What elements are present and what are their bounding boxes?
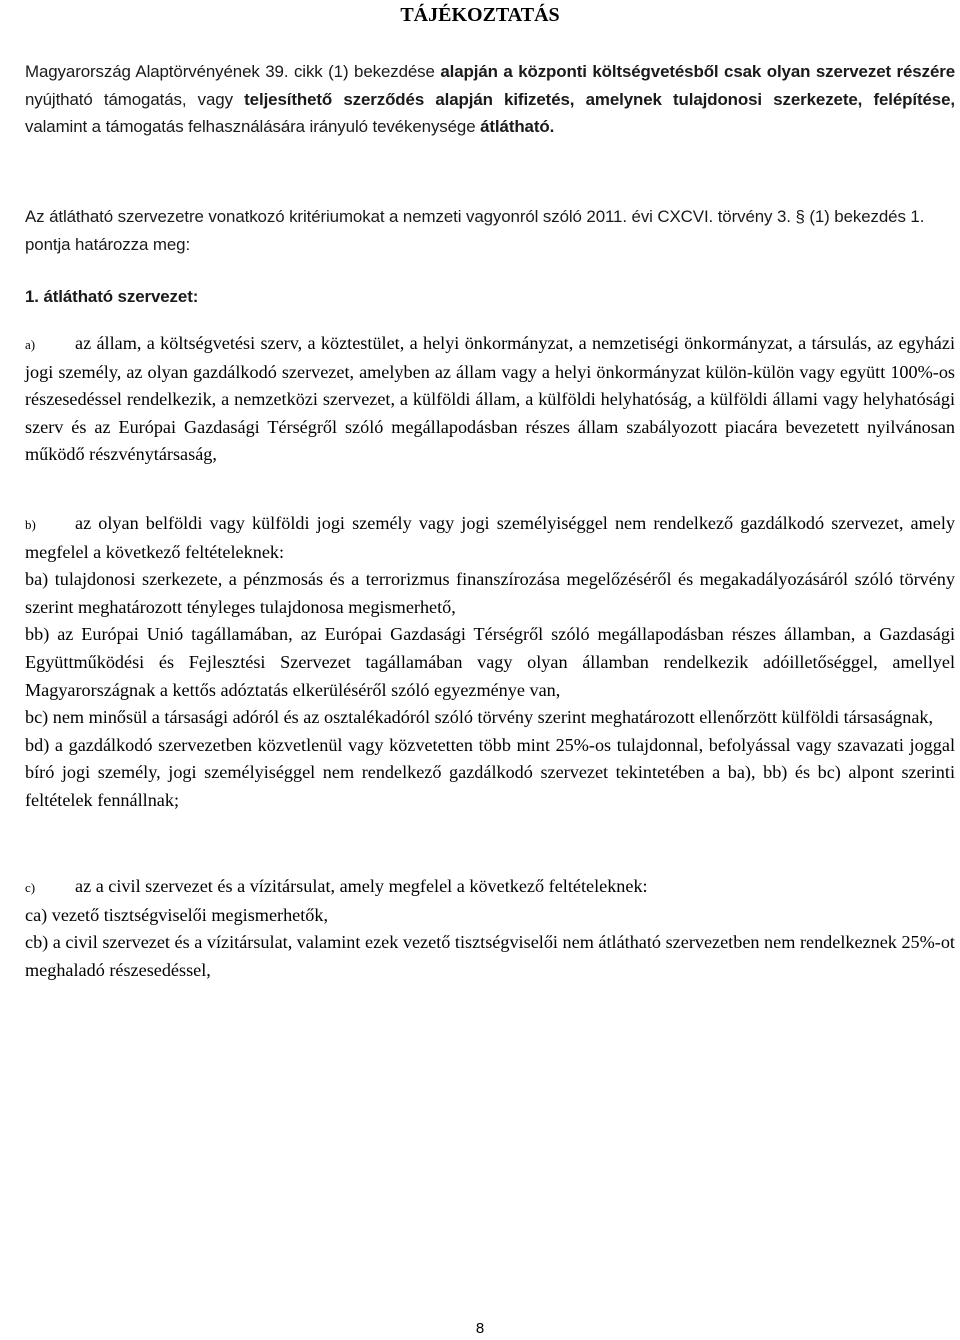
point-b-label: b) bbox=[25, 517, 36, 532]
point-cb: cb) a civil szervezet és a vízitársulat, valamint ezek vezető tisztségviselői nem átlátható szervezetben nem rendelkeznek 25%-ot meghaladó részesedéssel, bbox=[25, 932, 955, 980]
reference-paragraph: Az átlátható szervezetre vonatkozó kritériumokat a nemzeti vagyonról szóló 2011. évi CXCVI. törvény 3. § (1) bekezdés 1. pontja határozza meg: bbox=[25, 207, 925, 254]
intro-paragraph bbox=[25, 58, 955, 141]
point-bd: bd) a gazdálkodó szervezetben közvetlenül vagy közvetetten több mint 25%-os tulajdonnal, befolyással vagy szavazati joggal bíró jogi személy, jogi személyiséggel nem rendelkező gazdálkodó szervezet tekintetében a ba), bb) és bc) alpont szerinti feltételek fennállnak; bbox=[25, 734, 955, 810]
point-a-label: a) bbox=[25, 337, 36, 352]
point-bb: bb) az Európai Unió tagállamában, az Európai Gazdasági Térségről szóló megállapodásban részes államban, a Gazdasági Együttműködési és Fejlesztési Szervezet tagállamában vagy olyan államban rendelkezik adóilletőséggel, amellyel Magyarországnak a kettős adóztatás elkerüléséről szóló egyezménye van, bbox=[25, 624, 955, 700]
intro-bold-1: alapján a központi költségvetésből csak olyan szervezet részére bbox=[440, 62, 956, 81]
point-bc: bc) nem minősül a társasági adóról és az osztalékadóról szóló törvény szerint meghatározott ellenőrzött külföldi társaságnak, bbox=[25, 707, 934, 728]
point-b-text: az olyan belföldi vagy külföldi jogi személy vagy jogi személyiséggel nem rendelkező gazdálkodó szervezet, amely megfelel a következő feltételeknek: bbox=[25, 513, 955, 562]
point-c-intro bbox=[25, 873, 955, 902]
definition-heading bbox=[25, 283, 955, 311]
point-c-text: az a civil szervezet és a vízitársulat, amely megfelel a következő feltételeknek: bbox=[75, 876, 648, 896]
page-number: 8 bbox=[475, 1320, 485, 1337]
point-c-label: c) bbox=[25, 880, 36, 895]
point-ca: ca) vezető tisztségviselői megismerhetők, bbox=[25, 904, 329, 925]
intro-text-1: Magyarország Alaptörvényének 39. cikk (1) bekezdése bbox=[25, 62, 435, 81]
point-b-intro bbox=[25, 510, 955, 566]
point-c bbox=[25, 873, 955, 984]
intro-text-3: valamint a támogatás felhasználására irányuló tevékenysége bbox=[25, 117, 476, 137]
point-b bbox=[25, 510, 955, 815]
point-ba: ba) tulajdonosi szerkezete, a pénzmosás és a terrorizmus finanszírozása megelőzéséről és megakadályozásáról szóló törvény szerint meghatározott tényleges tulajdonosa megismerhető, bbox=[25, 569, 955, 617]
point-a bbox=[25, 330, 955, 469]
point-a-text: az állam, a költségvetési szerv, a köztestület, a helyi önkormányzat, a nemzetiségi önkormányzat, a társulás, az egyházi jogi személy, az olyan gazdálkodó szervezet, amelyben az állam vagy a helyi önkormányzat külön-külön vagy együtt 100%-os részesedéssel rendelkezik, a nemzetközi szervezet, a külföldi állam, a külföldi helyhatóság, a külföldi állami vagy helyhatósági szerv és az Európai Gazdasági Térségről szóló megállapodásban részes állam szabályozott piacára bevezetett nyilvánosan működő részvénytársaság, bbox=[25, 333, 955, 465]
intro-bold-2: teljesíthető szerződés alapján kifizetés, amelynek tulajdonosi szerkezete, felépítése, bbox=[244, 89, 955, 109]
document-title: TÁJÉKOZTATÁS bbox=[400, 4, 560, 26]
intro-bold-3: átlátható. bbox=[480, 117, 555, 137]
definition-heading-text: 1. átlátható szervezet: bbox=[25, 287, 199, 306]
intro-text-2: nyújtható támogatás, vagy bbox=[25, 89, 233, 109]
